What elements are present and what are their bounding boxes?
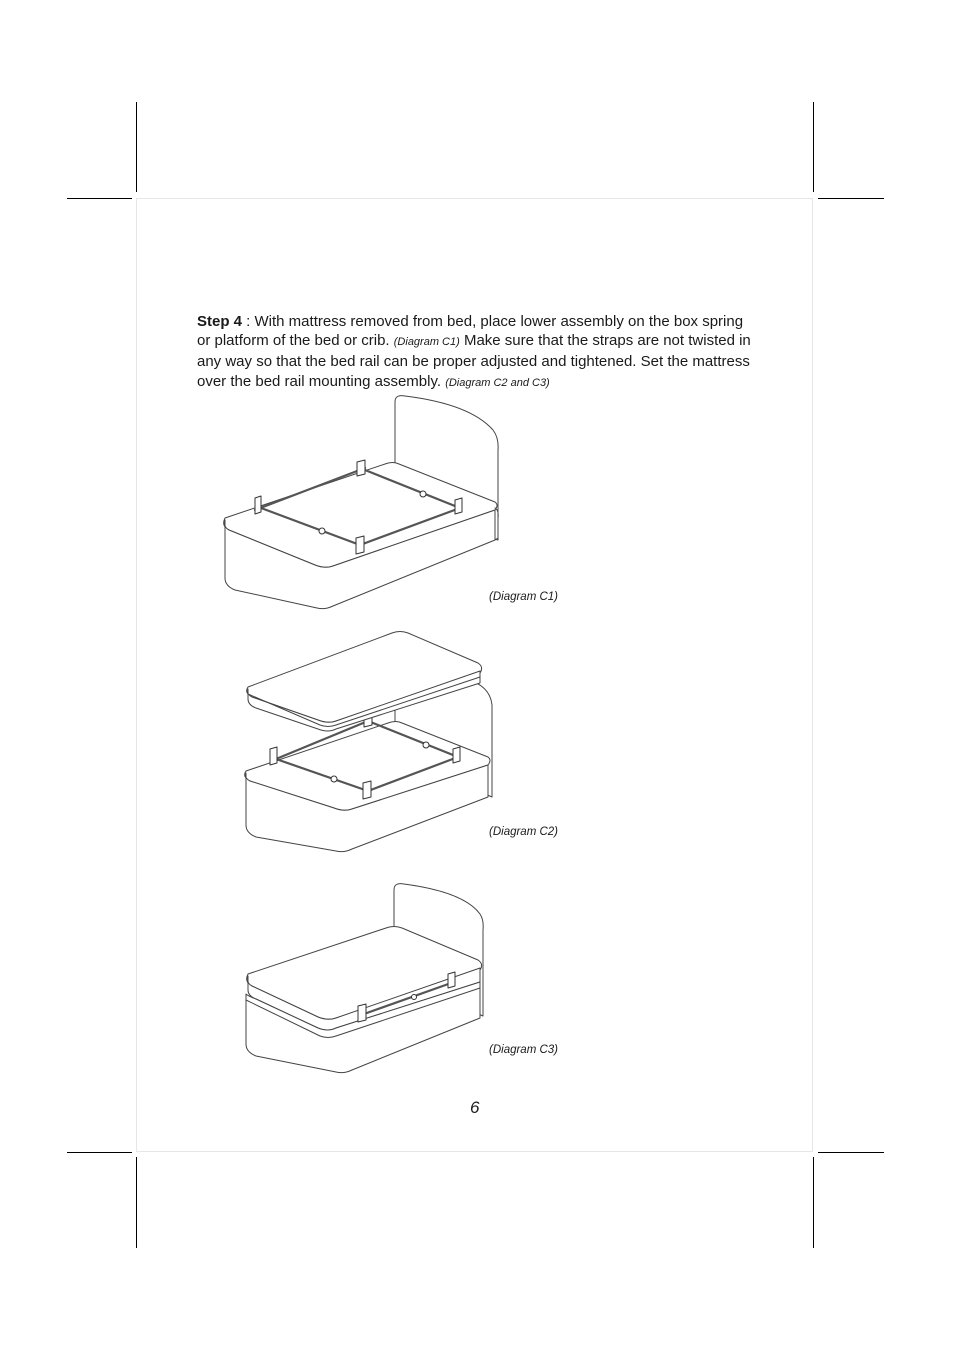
crop-mark <box>136 1157 137 1248</box>
crop-mark <box>813 1157 814 1248</box>
crop-mark <box>813 102 814 192</box>
crop-mark <box>67 198 132 199</box>
step-label: Step 4 <box>197 313 243 330</box>
diagram-c1-caption: (Diagram C1) <box>489 591 559 603</box>
instruction-text: : With mattress removed from bed, place lower assembly on the box spring or platform of the bed or crib. <box>197 313 744 350</box>
crop-mark <box>136 102 137 192</box>
diagram-c2-illustration <box>240 625 500 855</box>
diagram-c3-caption: (Diagram C3) <box>489 1044 559 1056</box>
page-number: 6 <box>470 1098 480 1117</box>
step-4-instructions <box>197 312 757 393</box>
diagram-c2-caption: (Diagram C2) <box>489 826 559 838</box>
crop-mark <box>818 1152 884 1153</box>
diagram-reference: (Diagram C2 and C3) <box>445 376 550 389</box>
crop-mark <box>818 198 884 199</box>
diagram-c1-illustration <box>215 390 515 615</box>
diagram-reference: (Diagram C1) <box>393 336 460 349</box>
crop-mark <box>67 1152 132 1153</box>
instruction-text: Make sure that the straps are not twisted in any way so that the bed rail can be proper adjusted and tightened. Set the mattress over the bed rail mounting assembly. <box>197 332 751 390</box>
diagram-c3-illustration <box>240 878 490 1078</box>
